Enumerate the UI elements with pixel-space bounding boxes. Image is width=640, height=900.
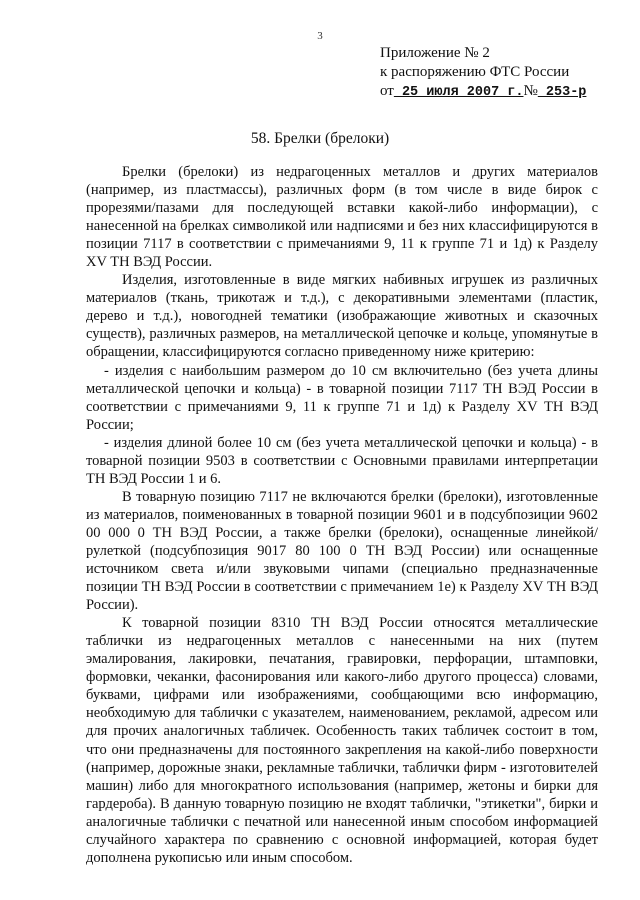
section-heading: 58. Брелки (брелоки) [250, 130, 390, 147]
document-body [86, 163, 598, 867]
paragraph: К товарной позиции 8310 ТН ВЭД России относятся металлические таблички из недрагоценных металлов с нанесенными на них (путем эмалирования, лакировки, печатания, гравировки, перфорации, штамповки, формовки, чеканки, фасонирования или какого-либо другого процесса) словами, буквами, цифрами или изображениями, сообщающими всю информацию, необходимую для таблички с указателем, наименованием, рекламой, адресом или для прочих аналогичных табличек. Особенность таких табличек состоит в том, что они предназначены для постоянного закрепления на какой-либо поверхности (например, дорожные знаки, рекламные таблички, таблички фирм - изготовителей машин) либо для многократного использования (например, жетоны и бирки для гардероба). В данную товарную позицию не входят таблички, "этикетки", бирки и аналогичные таблички с печатной или нанесенной иным способом информацией случайного характера по сравнению с основной информацией, которая будет дополнена рукописью или иным способом. [86, 615, 598, 866]
order-date: 25 июля 2007 г. [393, 85, 524, 100]
criteria-item: - изделия с наибольшим размером до 10 см включительно (без учета длины металлической цепочки и кольца) - в товарной позиции 7117 ТН ВЭД России в соответствии с примечаниями 9, 11 к группе 71 и 1д) к Разделу XV ТН ВЭД России; [86, 362, 598, 433]
appendix-title: Приложение № 2 [380, 45, 490, 61]
page-number: 3 [317, 30, 323, 42]
paragraph: Изделия, изготовленные в виде мягких набивных игрушек из различных материалов (ткань, трикотаж и т.д.), с декоративными элементами (пластик, дерево и т.д.), новогодней тематики (изображающие животных и сказочных существ), различных размеров, на металлической цепочке и кольце, упомянутые в обращении, классифицируются согласно приведенному ниже критерию: [86, 272, 598, 361]
from-label: от [380, 83, 394, 99]
appendix-date-line [380, 82, 620, 102]
paragraph: Брелки (брелоки) из недрагоценных металлов и других материалов (например, из пластмассы), различных форм (в том числе в виде бирок с прорезями/пазами для последующей вставки какой-либо информации), с нанесенной на брелках символикой или надписями и без них классифицируются в позиции 7117 в соответствии с примечаниями 9, 11 к группе 71 и 1д) к Разделу XV ТН ВЭД России. [86, 164, 598, 271]
criteria-item: - изделия длиной более 10 см (без учета металлической цепочки и кольца) - в товарной позиции 9503 в соответствии с Основными правилами интерпретации ТН ВЭД России 1 и 6. [86, 434, 598, 487]
appendix-header [380, 44, 620, 102]
appendix-reference: к распоряжению ФТС России [380, 64, 570, 80]
number-label: № [523, 83, 538, 99]
paragraph: В товарную позицию 7117 не включаются брелки (брелоки), изготовленные из материалов, поименованных в товарной позиции 9601 и в подсубпозиции 9602 00 000 0 ТН ВЭД России, а также брелки (брелоки), оснащенные линейкой/рулеткой (подсубпозиция 9017 80 100 0 ТН ВЭД России) или оснащенные источником света и/или звуковыми чипами (специально предназначенные позиции ТН ВЭД России в соответствии с примечанием 1е) к Разделу XV ТН ВЭД России). [86, 488, 598, 614]
order-number: 253-р [537, 85, 587, 100]
